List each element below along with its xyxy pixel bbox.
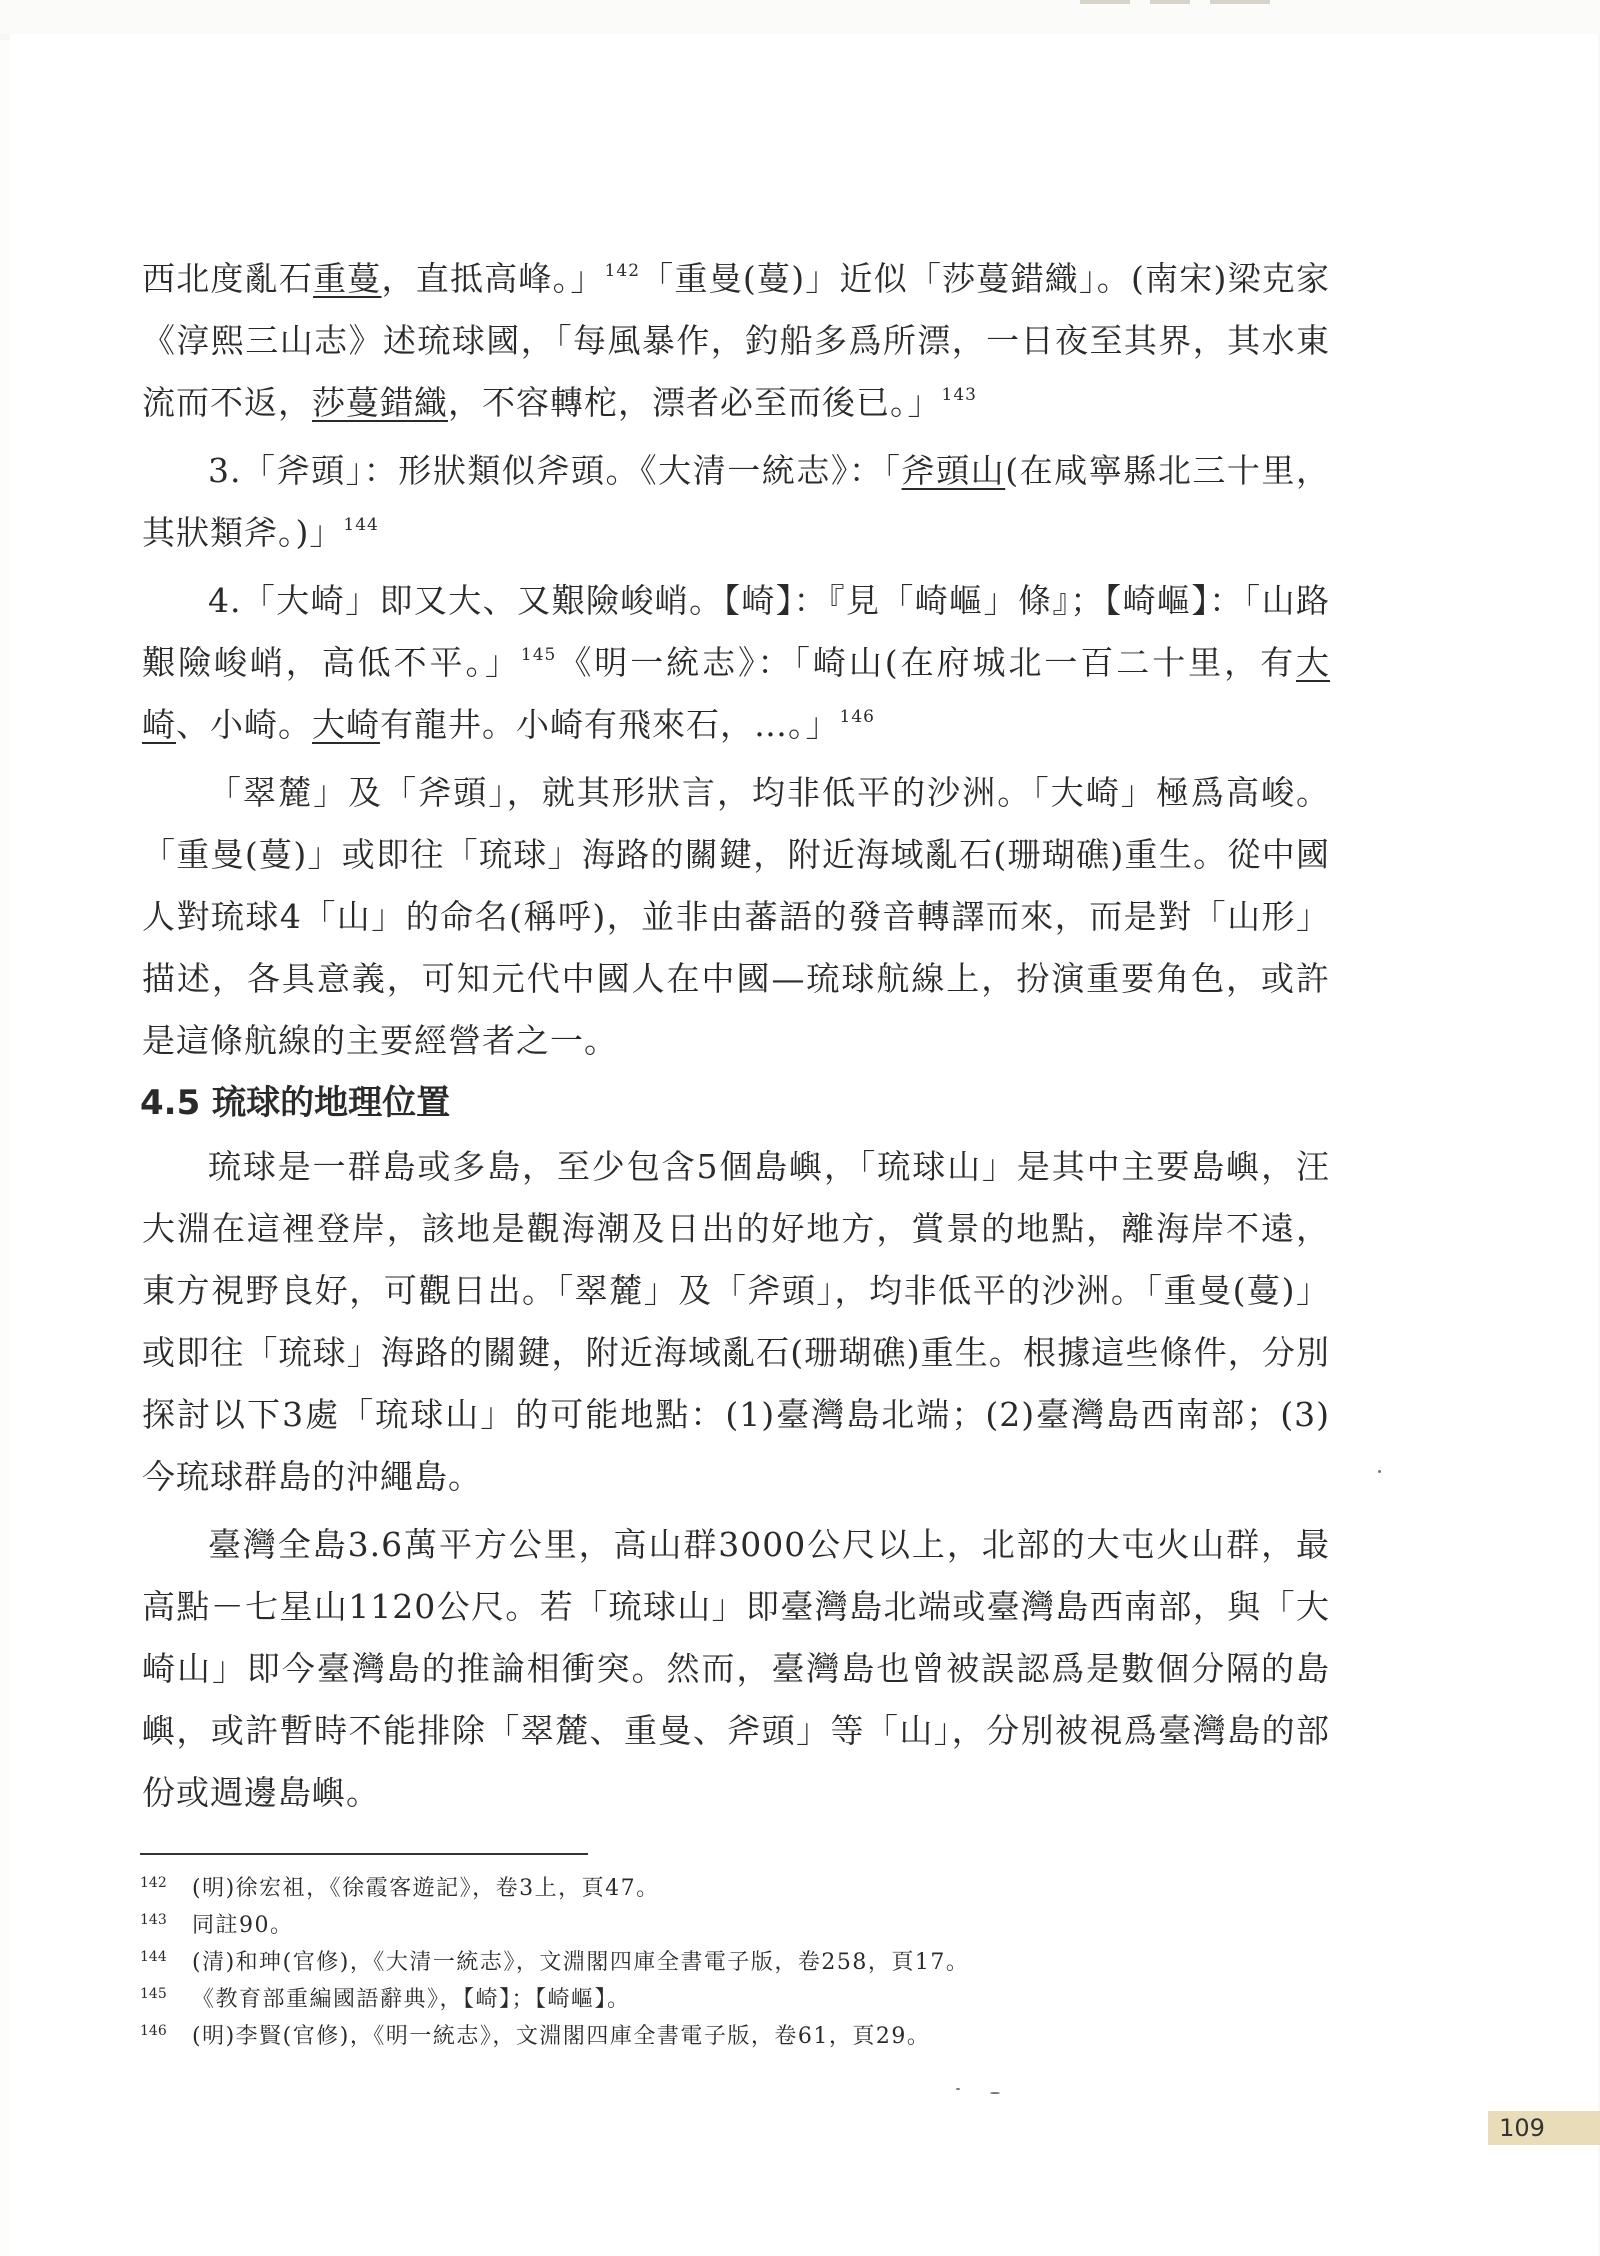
footnote-text: (清)和珅(官修)，《大清一統志》，文淵閣四庫全書電子版，卷258，頁17。 — [192, 1950, 970, 1975]
footnote-number: 143 — [140, 1912, 167, 1928]
body-text — [142, 248, 1330, 1824]
footnote-reference: 143 — [941, 385, 977, 405]
footnote-text: (明)李賢(官修)，《明一統志》，文淵閣四庫全書電子版，卷61，頁29。 — [192, 2024, 931, 2049]
section-paragraph-group — [142, 1136, 1330, 1824]
text-run: 「翠麓」及「斧頭」，就其形狀言，均非低平的沙洲。「大崎」極爲高峻。「重曼(蔓)」或即往「琉球」海路的關鍵，附近海域亂石(珊瑚礁)重生。從中國人對琉球4「山」的命名(稱呼)，並非由蕃語的發音轉譯而來，而是對「山形」描述，各具意義，可知元代中國人在中國—琉球航線上，扮演重要角色，或許是這條航線的主要經營者之一。 — [142, 773, 1330, 1060]
scan-mark — [1210, 0, 1270, 4]
scan-mark — [1080, 0, 1130, 4]
binding-edge — [0, 40, 10, 2256]
text-run: 4.「大崎」即又大、又艱險峻峭。【崎】：『見「崎嶇」條』；【崎嶇】：「山路艱險峻峭，高低不平。」 — [142, 581, 1330, 682]
underlined-term: 重蔓 — [313, 259, 382, 298]
scan-speck — [990, 2092, 1000, 2094]
text-run: ，不容轉柁，漂者必至而後已。」 — [448, 383, 942, 422]
text-run: (在咸寧縣北三十里，其狀類斧。)」 — [142, 451, 1331, 552]
body-paragraph — [142, 762, 1330, 1072]
underlined-term: 斧頭山 — [901, 451, 1006, 490]
footnote — [140, 1981, 1240, 2018]
text-run: 《明一統志》：「崎山(在府城北一百二十里，有 — [556, 643, 1297, 682]
text-run: 有龍井。小崎有飛來石，…。」 — [380, 705, 840, 744]
page-number: 109 — [1499, 2114, 1545, 2142]
footnotes — [140, 1870, 1240, 2055]
footnote-number: 146 — [140, 2023, 167, 2039]
text-run: 、小崎。 — [176, 705, 312, 744]
footnote-reference: 142 — [604, 261, 641, 281]
body-paragraph — [142, 248, 1330, 434]
footnote-text: 《教育部重編國語辭典》，【崎】；【崎嶇】。 — [192, 1987, 631, 2012]
footnote-text: 同註90。 — [192, 1913, 294, 1938]
footnote-reference: 144 — [343, 515, 379, 535]
underlined-term: 大崎 — [312, 705, 380, 744]
scan-speck — [956, 2088, 960, 2090]
footnote-number: 142 — [140, 1875, 167, 1891]
footnote-rule — [140, 1853, 588, 1855]
footnote — [140, 1907, 1240, 1944]
text-run: 西北度亂石 — [142, 259, 314, 298]
footnote — [140, 1870, 1240, 1907]
footnote-reference: 146 — [839, 707, 875, 727]
footnote-reference: 145 — [520, 645, 557, 665]
footnote-number: 145 — [140, 1986, 167, 2002]
text-run: 「重曼(蔓)」近似「莎蔓錯織」。(南宋)梁克家《淳熙三山志》述琉球國，「每風暴作，釣船多爲所漂，一日夜至其界，其水東流而不返， — [142, 259, 1331, 422]
body-paragraph — [142, 570, 1330, 756]
underlined-term: 莎蔓錯織 — [312, 383, 448, 422]
footnote-text: (明)徐宏祖，《徐霞客遊記》，卷3上，頁47。 — [192, 1876, 660, 1901]
scan-mark — [1150, 0, 1190, 4]
paragraph-group — [142, 248, 1330, 1072]
footnote — [140, 1944, 1240, 1981]
footnote — [140, 2018, 1240, 2055]
section-paragraph: 琉球是一群島或多島，至少包含5個島嶼，「琉球山」是其中主要島嶼，汪大淵在這裡登岸，該地是觀海潮及日出的好地方，賞景的地點，離海岸不遠，東方視野良好，可觀日出。「翠麓」及「斧頭」，均非低平的沙洲。「重曼(蔓)」或即往「琉球」海路的關鍵，附近海域亂石(珊瑚礁)重生。根據這些條件，分別探討以下3處「琉球山」的可能地點：(1)臺灣島北端；(2)臺灣島西南部；(3)今琉球群島的沖繩島。 — [142, 1147, 1330, 1496]
body-paragraph — [142, 440, 1330, 564]
text-run: ，直抵高峰。」 — [381, 259, 605, 298]
section-paragraph: 臺灣全島3.6萬平方公里，高山群3000公尺以上，北部的大屯火山群，最高點－七星山1120公尺。若「琉球山」即臺灣島北端或臺灣島西南部，與「大崎山」即今臺灣島的推論相衝突。然而，臺灣島也曾被誤認爲是數個分隔的島嶼，或許暫時不能排除「翠麓、重曼、斧頭」等「山」，分別被視爲臺灣島的部份或週邊島嶼。 — [142, 1525, 1330, 1812]
section-heading: 4.5 琉球的地理位置 — [140, 1083, 451, 1123]
scan-speck — [1378, 1470, 1381, 1473]
scan-top-margin — [0, 0, 1600, 34]
underlined-term: 大崎 — [142, 643, 1331, 744]
text-run: 3.「斧頭」：形狀類似斧頭。《大清一統志》：「 — [208, 451, 902, 490]
footnote-number: 144 — [140, 1949, 167, 1965]
